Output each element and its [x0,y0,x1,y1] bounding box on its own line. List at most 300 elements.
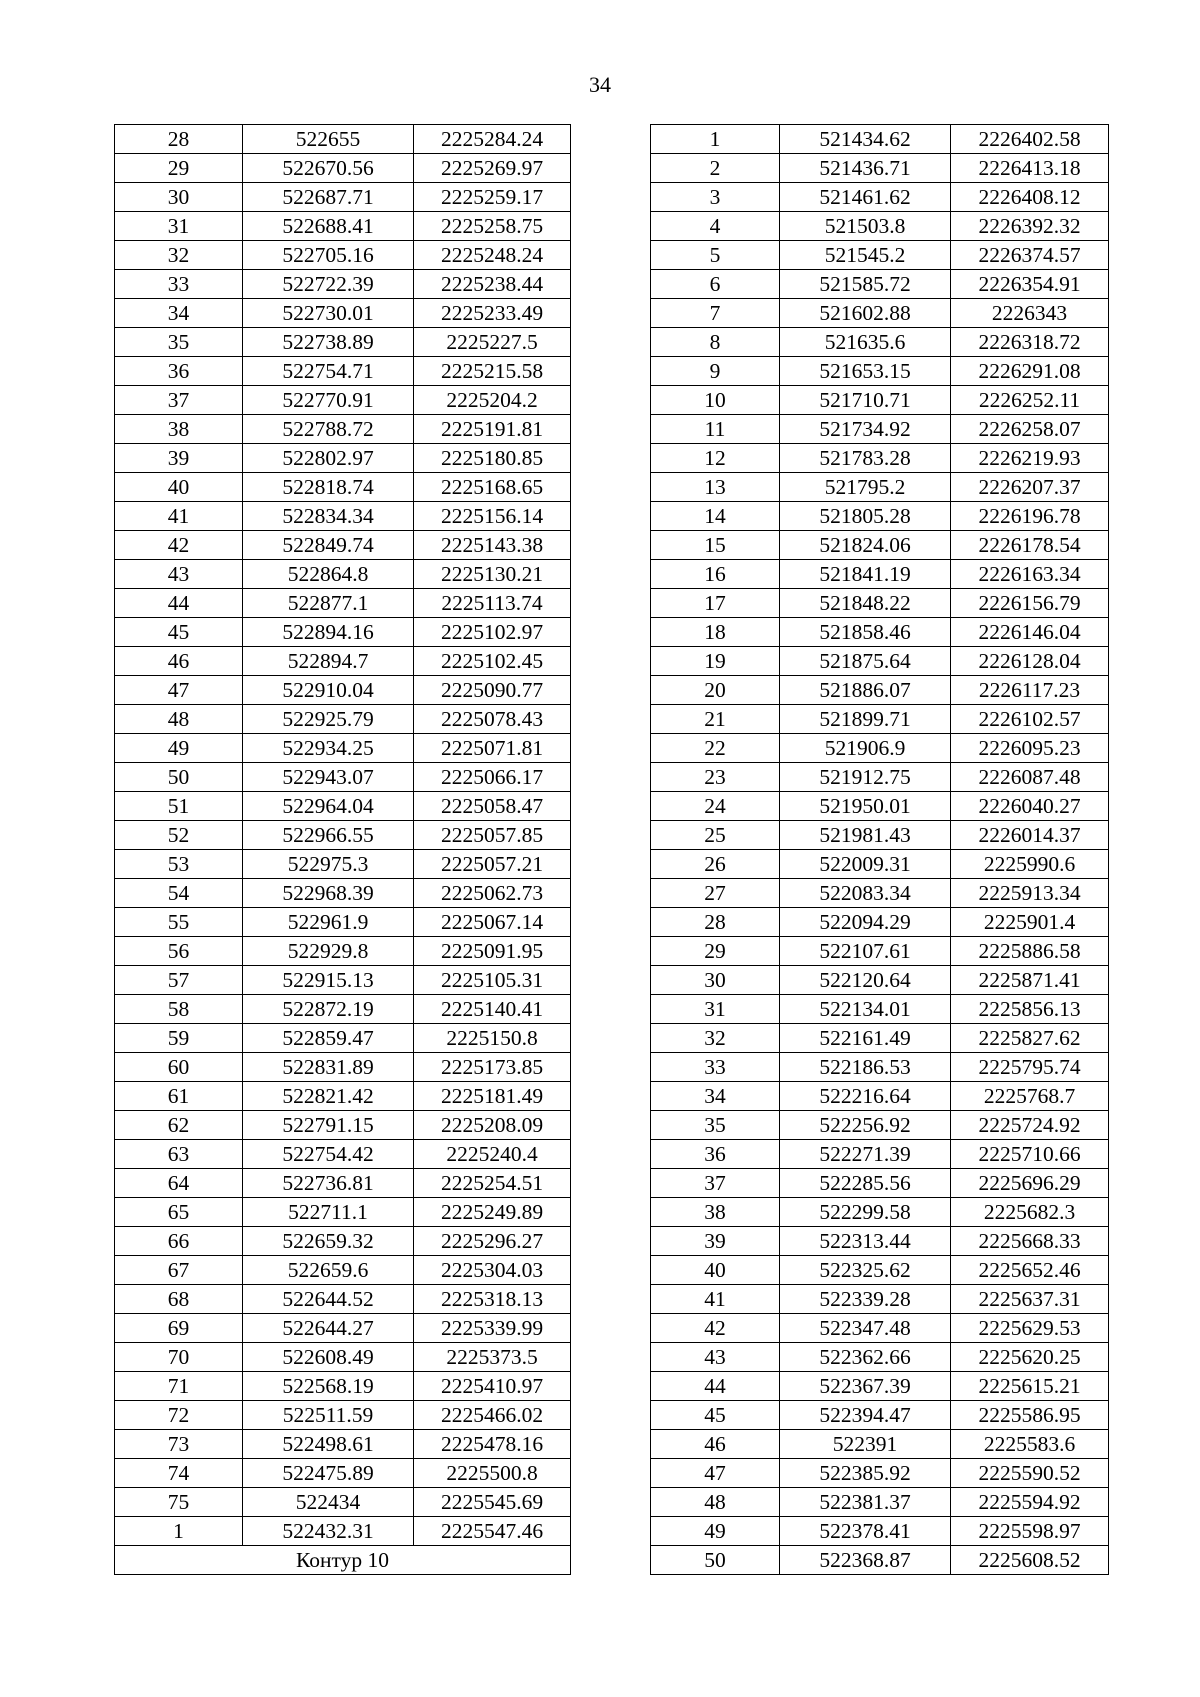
x-coordinate-cell: 522968.39 [243,879,414,908]
y-coordinate-cell: 2226374.57 [951,241,1109,270]
point-number-cell: 25 [651,821,780,850]
y-coordinate-cell: 2225102.45 [414,647,571,676]
table-row [651,734,1109,763]
table-row [115,299,571,328]
point-number-cell: 53 [115,850,243,879]
y-coordinate-cell: 2225768.7 [951,1082,1109,1111]
table-row [115,270,571,299]
table-row [115,1082,571,1111]
x-coordinate-cell: 522299.58 [780,1198,951,1227]
point-number-cell: 37 [115,386,243,415]
x-coordinate-cell: 522381.37 [780,1488,951,1517]
y-coordinate-cell: 2225500.8 [414,1459,571,1488]
x-coordinate-cell: 522644.27 [243,1314,414,1343]
table-row [651,676,1109,705]
point-number-cell: 1 [651,125,780,154]
y-coordinate-cell: 2225078.43 [414,705,571,734]
table-row [115,1430,571,1459]
y-coordinate-cell: 2225696.29 [951,1169,1109,1198]
coordinates-table-right [650,124,1109,1575]
table-row [651,1111,1109,1140]
y-coordinate-cell: 2226087.48 [951,763,1109,792]
point-number-cell: 30 [651,966,780,995]
point-number-cell: 8 [651,328,780,357]
table-row [651,241,1109,270]
y-coordinate-cell: 2225724.92 [951,1111,1109,1140]
y-coordinate-cell: 2226402.58 [951,125,1109,154]
y-coordinate-cell: 2225057.21 [414,850,571,879]
point-number-cell: 16 [651,560,780,589]
x-coordinate-cell: 521434.62 [780,125,951,154]
point-number-cell: 44 [651,1372,780,1401]
table-row [651,1459,1109,1488]
y-coordinate-cell: 2225058.47 [414,792,571,821]
point-number-cell: 35 [651,1111,780,1140]
y-coordinate-cell: 2225113.74 [414,589,571,618]
point-number-cell: 31 [115,212,243,241]
x-coordinate-cell: 522608.49 [243,1343,414,1372]
y-coordinate-cell: 2225233.49 [414,299,571,328]
y-coordinate-cell: 2226128.04 [951,647,1109,676]
y-coordinate-cell: 2225067.14 [414,908,571,937]
y-coordinate-cell: 2225140.41 [414,995,571,1024]
x-coordinate-cell: 522094.29 [780,908,951,937]
point-number-cell: 11 [651,415,780,444]
y-coordinate-cell: 2225238.44 [414,270,571,299]
table-row [651,1053,1109,1082]
y-coordinate-cell: 2225598.97 [951,1517,1109,1546]
x-coordinate-cell: 522120.64 [780,966,951,995]
coordinates-table-left [114,124,571,1575]
table-row [651,1256,1109,1285]
x-coordinate-cell: 522313.44 [780,1227,951,1256]
x-coordinate-cell: 522475.89 [243,1459,414,1488]
x-coordinate-cell: 522864.8 [243,560,414,589]
table-row [115,937,571,966]
table-row [115,1314,571,1343]
y-coordinate-cell: 2225181.49 [414,1082,571,1111]
point-number-cell: 62 [115,1111,243,1140]
x-coordinate-cell: 522831.89 [243,1053,414,1082]
x-coordinate-cell: 521585.72 [780,270,951,299]
table-row [651,705,1109,734]
x-coordinate-cell: 522705.16 [243,241,414,270]
x-coordinate-cell: 522975.3 [243,850,414,879]
table-row [651,647,1109,676]
table-row [115,502,571,531]
point-number-cell: 5 [651,241,780,270]
point-number-cell: 28 [115,125,243,154]
y-coordinate-cell: 2225590.52 [951,1459,1109,1488]
y-coordinate-cell: 2225091.95 [414,937,571,966]
point-number-cell: 64 [115,1169,243,1198]
table-row [651,502,1109,531]
point-number-cell: 57 [115,966,243,995]
y-coordinate-cell: 2225248.24 [414,241,571,270]
x-coordinate-cell: 522961.9 [243,908,414,937]
y-coordinate-cell: 2225057.85 [414,821,571,850]
point-number-cell: 65 [115,1198,243,1227]
y-coordinate-cell: 2225284.24 [414,125,571,154]
x-coordinate-cell: 522498.61 [243,1430,414,1459]
x-coordinate-cell: 522391 [780,1430,951,1459]
y-coordinate-cell: 2226207.37 [951,473,1109,502]
point-number-cell: 14 [651,502,780,531]
point-number-cell: 34 [651,1082,780,1111]
x-coordinate-cell: 522872.19 [243,995,414,1024]
point-number-cell: 58 [115,995,243,1024]
point-number-cell: 59 [115,1024,243,1053]
table-row [651,473,1109,502]
point-number-cell: 22 [651,734,780,763]
table-row [115,1169,571,1198]
point-number-cell: 17 [651,589,780,618]
y-coordinate-cell: 2225191.81 [414,415,571,444]
x-coordinate-cell: 521783.28 [780,444,951,473]
table-row [651,1546,1109,1575]
x-coordinate-cell: 522770.91 [243,386,414,415]
y-coordinate-cell: 2226252.11 [951,386,1109,415]
y-coordinate-cell: 2225545.69 [414,1488,571,1517]
point-number-cell: 55 [115,908,243,937]
y-coordinate-cell: 2226095.23 [951,734,1109,763]
y-coordinate-cell: 2225629.53 [951,1314,1109,1343]
y-coordinate-cell: 2225871.41 [951,966,1109,995]
point-number-cell: 46 [651,1430,780,1459]
point-number-cell: 71 [115,1372,243,1401]
y-coordinate-cell: 2226178.54 [951,531,1109,560]
x-coordinate-cell: 522368.87 [780,1546,951,1575]
y-coordinate-cell: 2225652.46 [951,1256,1109,1285]
x-coordinate-cell: 522877.1 [243,589,414,618]
point-number-cell: 20 [651,676,780,705]
table-row [651,966,1109,995]
table-row [115,212,571,241]
x-coordinate-cell: 521503.8 [780,212,951,241]
x-coordinate-cell: 522754.71 [243,357,414,386]
table-row [115,850,571,879]
y-coordinate-cell: 2225547.46 [414,1517,571,1546]
table-row [651,386,1109,415]
x-coordinate-cell: 522568.19 [243,1372,414,1401]
x-coordinate-cell: 521545.2 [780,241,951,270]
point-number-cell: 39 [651,1227,780,1256]
y-coordinate-cell: 2225168.65 [414,473,571,502]
y-coordinate-cell: 2225710.66 [951,1140,1109,1169]
x-coordinate-cell: 522929.8 [243,937,414,966]
y-coordinate-cell: 2225478.16 [414,1430,571,1459]
point-number-cell: 75 [115,1488,243,1517]
x-coordinate-cell: 522943.07 [243,763,414,792]
y-coordinate-cell: 2225066.17 [414,763,571,792]
point-number-cell: 32 [115,241,243,270]
table-row [651,618,1109,647]
y-coordinate-cell: 2225901.4 [951,908,1109,937]
y-coordinate-cell: 2225180.85 [414,444,571,473]
point-number-cell: 69 [115,1314,243,1343]
table-row [115,241,571,270]
point-number-cell: 24 [651,792,780,821]
y-coordinate-cell: 2226392.32 [951,212,1109,241]
x-coordinate-cell: 522271.39 [780,1140,951,1169]
x-coordinate-cell: 521848.22 [780,589,951,618]
table-row [651,1227,1109,1256]
y-coordinate-cell: 2226291.08 [951,357,1109,386]
x-coordinate-cell: 521602.88 [780,299,951,328]
x-coordinate-cell: 522644.52 [243,1285,414,1314]
table-row [651,415,1109,444]
point-number-cell: 39 [115,444,243,473]
table-row [651,444,1109,473]
table-row [115,1372,571,1401]
y-coordinate-cell: 2225668.33 [951,1227,1109,1256]
y-coordinate-cell: 2226318.72 [951,328,1109,357]
point-number-cell: 61 [115,1082,243,1111]
table-row [651,995,1109,1024]
point-number-cell: 38 [651,1198,780,1227]
point-number-cell: 29 [651,937,780,966]
table-row [115,734,571,763]
x-coordinate-cell: 522894.16 [243,618,414,647]
table-row [651,589,1109,618]
point-number-cell: 21 [651,705,780,734]
point-number-cell: 47 [651,1459,780,1488]
y-coordinate-cell: 2226163.34 [951,560,1109,589]
point-number-cell: 68 [115,1285,243,1314]
point-number-cell: 50 [651,1546,780,1575]
x-coordinate-cell: 521906.9 [780,734,951,763]
y-coordinate-cell: 2225062.73 [414,879,571,908]
table-row [651,560,1109,589]
x-coordinate-cell: 522434 [243,1488,414,1517]
table-row [651,154,1109,183]
table-row [115,908,571,937]
y-coordinate-cell: 2225856.13 [951,995,1109,1024]
point-number-cell: 19 [651,647,780,676]
table-row [651,183,1109,212]
y-coordinate-cell: 2225215.58 [414,357,571,386]
y-coordinate-cell: 2225204.2 [414,386,571,415]
y-coordinate-cell: 2225259.17 [414,183,571,212]
table-row [115,444,571,473]
point-number-cell: 23 [651,763,780,792]
table-row [115,1401,571,1430]
y-coordinate-cell: 2225208.09 [414,1111,571,1140]
y-coordinate-cell: 2225156.14 [414,502,571,531]
table-row [115,995,571,1024]
point-number-cell: 56 [115,937,243,966]
y-coordinate-cell: 2225102.97 [414,618,571,647]
table-row [651,357,1109,386]
point-number-cell: 12 [651,444,780,473]
point-number-cell: 36 [115,357,243,386]
point-number-cell: 37 [651,1169,780,1198]
point-number-cell: 32 [651,1024,780,1053]
point-number-cell: 35 [115,328,243,357]
table-row [115,1285,571,1314]
y-coordinate-cell: 2226258.07 [951,415,1109,444]
x-coordinate-cell: 522722.39 [243,270,414,299]
coordinates-table-right-body [651,125,1109,1575]
x-coordinate-cell: 522859.47 [243,1024,414,1053]
y-coordinate-cell: 2226343 [951,299,1109,328]
point-number-cell: 4 [651,212,780,241]
y-coordinate-cell: 2226102.57 [951,705,1109,734]
x-coordinate-cell: 522910.04 [243,676,414,705]
table-row [115,357,571,386]
table-row [115,125,571,154]
y-coordinate-cell: 2225827.62 [951,1024,1109,1053]
x-coordinate-cell: 522325.62 [780,1256,951,1285]
point-number-cell: 41 [115,502,243,531]
y-coordinate-cell: 2225304.03 [414,1256,571,1285]
y-coordinate-cell: 2226040.27 [951,792,1109,821]
point-number-cell: 34 [115,299,243,328]
y-coordinate-cell: 2225130.21 [414,560,571,589]
y-coordinate-cell: 2226408.12 [951,183,1109,212]
table-row [115,1459,571,1488]
x-coordinate-cell: 521899.71 [780,705,951,734]
page-number: 34 [589,72,611,97]
point-number-cell: 52 [115,821,243,850]
y-coordinate-cell: 2225173.85 [414,1053,571,1082]
table-row [115,560,571,589]
point-number-cell: 33 [651,1053,780,1082]
x-coordinate-cell: 522659.32 [243,1227,414,1256]
table-footer-row [115,1546,571,1575]
point-number-cell: 45 [651,1401,780,1430]
point-number-cell: 7 [651,299,780,328]
x-coordinate-cell: 521734.92 [780,415,951,444]
y-coordinate-cell: 2225615.21 [951,1372,1109,1401]
x-coordinate-cell: 522161.49 [780,1024,951,1053]
point-number-cell: 15 [651,531,780,560]
table-row [115,879,571,908]
x-coordinate-cell: 521635.6 [780,328,951,357]
x-coordinate-cell: 522394.47 [780,1401,951,1430]
table-row [651,212,1109,241]
x-coordinate-cell: 521461.62 [780,183,951,212]
coordinates-table-left-body [115,125,571,1575]
x-coordinate-cell: 522347.48 [780,1314,951,1343]
point-number-cell: 60 [115,1053,243,1082]
y-coordinate-cell: 2225682.3 [951,1198,1109,1227]
table-row [115,1488,571,1517]
y-coordinate-cell: 2225620.25 [951,1343,1109,1372]
point-number-cell: 9 [651,357,780,386]
x-coordinate-cell: 522009.31 [780,850,951,879]
x-coordinate-cell: 521805.28 [780,502,951,531]
y-coordinate-cell: 2225227.5 [414,328,571,357]
table-row [651,1372,1109,1401]
table-row [115,1140,571,1169]
point-number-cell: 40 [651,1256,780,1285]
x-coordinate-cell: 522367.39 [780,1372,951,1401]
table-row [651,908,1109,937]
x-coordinate-cell: 521950.01 [780,792,951,821]
x-coordinate-cell: 522378.41 [780,1517,951,1546]
point-number-cell: 18 [651,618,780,647]
x-coordinate-cell: 521858.46 [780,618,951,647]
y-coordinate-cell: 2225318.13 [414,1285,571,1314]
table-row [651,1285,1109,1314]
x-coordinate-cell: 521841.19 [780,560,951,589]
x-coordinate-cell: 522186.53 [780,1053,951,1082]
table-row [115,328,571,357]
y-coordinate-cell: 2225373.5 [414,1343,571,1372]
x-coordinate-cell: 522738.89 [243,328,414,357]
y-coordinate-cell: 2225913.34 [951,879,1109,908]
table-row [651,1024,1109,1053]
x-coordinate-cell: 522385.92 [780,1459,951,1488]
x-coordinate-cell: 522339.28 [780,1285,951,1314]
y-coordinate-cell: 2225296.27 [414,1227,571,1256]
table-row [115,1227,571,1256]
point-number-cell: 42 [651,1314,780,1343]
table-row [651,299,1109,328]
point-number-cell: 33 [115,270,243,299]
point-number-cell: 46 [115,647,243,676]
x-coordinate-cell: 522687.71 [243,183,414,212]
x-coordinate-cell: 522934.25 [243,734,414,763]
x-coordinate-cell: 521824.06 [780,531,951,560]
x-coordinate-cell: 522216.64 [780,1082,951,1111]
x-coordinate-cell: 521710.71 [780,386,951,415]
table-row [651,1082,1109,1111]
y-coordinate-cell: 2225608.52 [951,1546,1109,1575]
table-row [115,821,571,850]
table-row [115,792,571,821]
contour-label: Контур 10 [115,1546,571,1575]
x-coordinate-cell: 522925.79 [243,705,414,734]
point-number-cell: 47 [115,676,243,705]
y-coordinate-cell: 2225339.99 [414,1314,571,1343]
point-number-cell: 30 [115,183,243,212]
point-number-cell: 43 [651,1343,780,1372]
y-coordinate-cell: 2225586.95 [951,1401,1109,1430]
table-row [115,1256,571,1285]
y-coordinate-cell: 2225594.92 [951,1488,1109,1517]
point-number-cell: 40 [115,473,243,502]
point-number-cell: 48 [115,705,243,734]
table-row [115,705,571,734]
x-coordinate-cell: 522730.01 [243,299,414,328]
x-coordinate-cell: 522659.6 [243,1256,414,1285]
y-coordinate-cell: 2226117.23 [951,676,1109,705]
x-coordinate-cell: 521875.64 [780,647,951,676]
x-coordinate-cell: 522788.72 [243,415,414,444]
x-coordinate-cell: 522964.04 [243,792,414,821]
x-coordinate-cell: 522915.13 [243,966,414,995]
x-coordinate-cell: 522894.7 [243,647,414,676]
x-coordinate-cell: 522285.56 [780,1169,951,1198]
point-number-cell: 26 [651,850,780,879]
table-row [651,328,1109,357]
table-row [651,531,1109,560]
table-row [115,386,571,415]
table-row [651,879,1109,908]
point-number-cell: 42 [115,531,243,560]
table-row [651,270,1109,299]
table-row [115,1111,571,1140]
point-number-cell: 3 [651,183,780,212]
x-coordinate-cell: 522256.92 [780,1111,951,1140]
point-number-cell: 66 [115,1227,243,1256]
y-coordinate-cell: 2225258.75 [414,212,571,241]
table-row [115,154,571,183]
point-number-cell: 50 [115,763,243,792]
x-coordinate-cell: 522432.31 [243,1517,414,1546]
